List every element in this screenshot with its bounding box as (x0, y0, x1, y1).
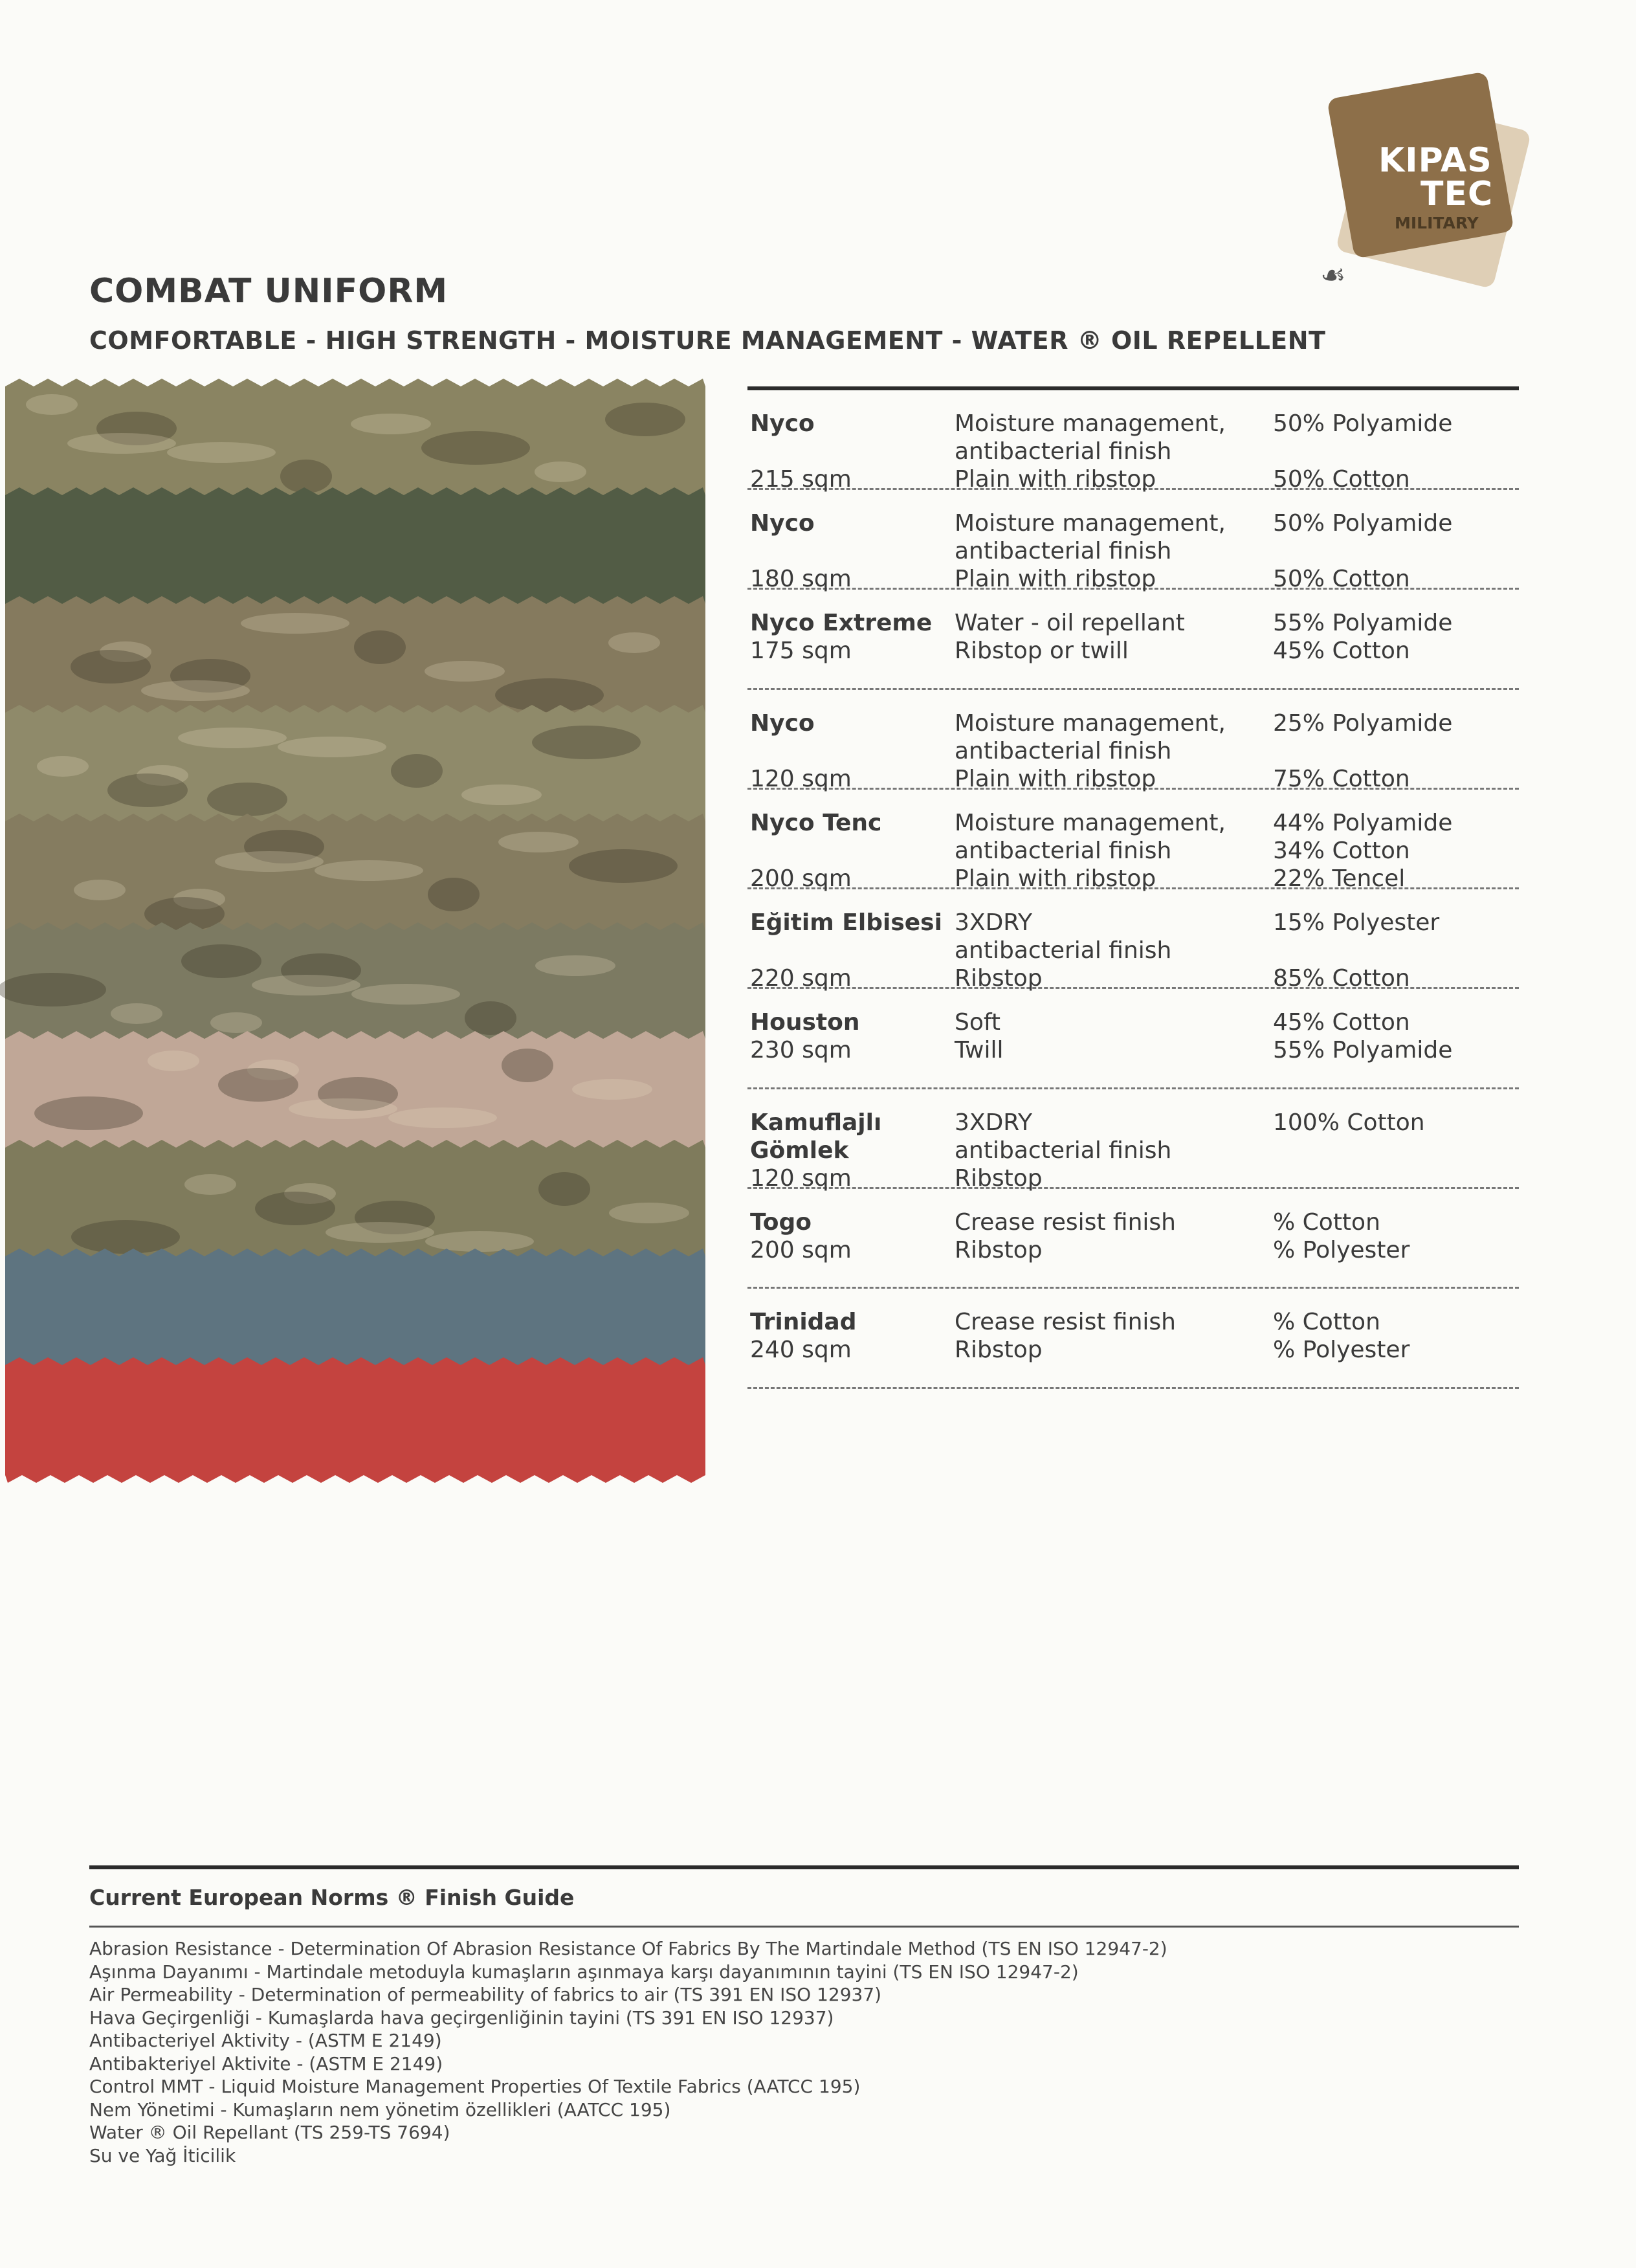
fabric-name: Trinidad (750, 1309, 857, 1335)
page-subtitle: COMFORTABLE - HIGH STRENGTH - MOISTURE MANAGEMENT - WATER ® OIL REPELLENT (89, 326, 1326, 355)
finish-line: Water - oil repellant (955, 610, 1185, 636)
camo-blotch (605, 403, 685, 436)
norm-line: Antibacteriyel Aktivity - (ASTM E 2149) (89, 2030, 442, 2051)
camo-blotch (351, 414, 431, 434)
fabric-weight: 215 sqm (750, 466, 852, 493)
camo-blotch (538, 1172, 590, 1206)
fabric-finish-cell (955, 709, 1265, 793)
fabric-finish-cell (955, 809, 1265, 893)
norm-line: Water ® Oil Repellant (TS 259-TS 7694) (89, 2122, 450, 2143)
fabric-name: Eğitim Elbisesi (750, 909, 942, 936)
fabric-composition-cell (1273, 709, 1519, 793)
finish-line: antibacterial finish (955, 738, 1172, 764)
camo-blotch (428, 878, 480, 911)
composition-line (1273, 537, 1519, 565)
finish-line: Moisture management, (955, 510, 1226, 537)
camo-blotch (215, 851, 324, 872)
finish-line: antibacterial finish (955, 538, 1172, 564)
camo-blotch (289, 1098, 397, 1119)
finish-line: Moisture management, (955, 410, 1226, 437)
logo-text-tec: TEC (1420, 175, 1494, 214)
composition-line: 75% Cotton (1273, 766, 1410, 792)
fabric-weight: 230 sqm (750, 1037, 852, 1063)
camo-blotch (569, 849, 678, 883)
footer-rule (89, 1865, 1519, 1869)
finish-line: Plain with ribstop (955, 466, 1156, 493)
camo-blotch (71, 1220, 180, 1254)
camo-blotch (67, 433, 176, 454)
fabric-weight: 200 sqm (750, 1237, 852, 1263)
camo-blotch (425, 1231, 534, 1252)
fabric-name: Houston (750, 1009, 860, 1036)
finish-line: antibacterial finish (955, 937, 1172, 964)
fabric-row (747, 590, 1519, 690)
finish-line: antibacterial finish (955, 1137, 1172, 1164)
composition-line: 50% Cotton (1273, 466, 1410, 493)
camo-blotch (181, 944, 261, 978)
fabric-weight: 120 sqm (750, 1165, 852, 1192)
fabric-name: Togo (750, 1209, 812, 1236)
fabric-row (747, 790, 1519, 892)
camo-blotch (388, 1107, 497, 1128)
finish-line: Ribstop (955, 1165, 1043, 1192)
fabric-name-cell (750, 410, 951, 493)
fabric-name: Nyco (750, 710, 815, 737)
finish-line: Moisture management, (955, 810, 1226, 836)
camo-blotch (241, 613, 349, 634)
logo-text-military: MILITARY (1395, 214, 1479, 232)
camo-blotch (74, 880, 126, 900)
fabric-finish-cell (955, 1308, 1265, 1364)
finish-line: Crease resist finish (955, 1209, 1176, 1236)
footer-title: Current European Norms ® Finish Guide (89, 1885, 575, 1910)
fabric-weight: 120 sqm (750, 766, 852, 792)
fabric-name-cell (750, 1008, 951, 1064)
composition-line (1273, 438, 1519, 465)
composition-line (1273, 737, 1519, 765)
fabric-weight: 180 sqm (750, 566, 852, 592)
fabric-name: Kamuflajlı Gömlek (750, 1109, 882, 1164)
composition-line (1273, 1137, 1519, 1164)
camo-blotch (498, 832, 579, 852)
fabric-name-cell (750, 1208, 951, 1264)
camo-blotch (252, 975, 360, 995)
finish-line: Ribstop or twill (955, 638, 1129, 664)
camo-blotch (572, 1079, 652, 1100)
camo-blotch (34, 1096, 143, 1130)
fabric-row (747, 390, 1519, 493)
fabric-composition-cell (1273, 609, 1519, 665)
page-title: COMBAT UNIFORM (89, 272, 448, 311)
composition-line: % Polyester (1273, 1237, 1410, 1263)
camo-blotch (184, 1174, 236, 1195)
eagle-mark-icon: ☙ (1320, 259, 1346, 292)
composition-line: 22% Tencel (1273, 865, 1406, 892)
footer-title-rule (89, 1926, 1519, 1928)
composition-line: 45% Cotton (1273, 1009, 1410, 1036)
norms-list (89, 1937, 1167, 2167)
finish-line: Soft (955, 1009, 1001, 1036)
fabric-composition-cell (1273, 1208, 1519, 1264)
fabric-composition-cell (1273, 909, 1519, 992)
brand-logo (1320, 65, 1534, 292)
camo-blotch (278, 737, 386, 757)
fabric-weight: 175 sqm (750, 638, 852, 664)
camo-blotch (609, 1203, 689, 1223)
finish-line: Ribstop (955, 1237, 1043, 1263)
finish-line: Plain with ribstop (955, 865, 1156, 892)
composition-line: 50% Polyamide (1273, 510, 1453, 537)
camo-blotch (111, 1003, 162, 1024)
camo-blotch (354, 630, 406, 664)
fabric-name: Nyco (750, 410, 815, 437)
camo-blotch (26, 394, 78, 415)
norm-line: Air Permeability - Determination of permeability of fabrics to air (TS 391 EN ISO 12937) (89, 1984, 882, 2005)
fabric-weight: 220 sqm (750, 965, 852, 992)
camo-blotch (280, 460, 332, 493)
camo-blotch (502, 1049, 553, 1082)
camo-blotch (391, 754, 443, 788)
camo-blotch (351, 984, 460, 1005)
fabric-composition-cell (1273, 1109, 1519, 1192)
fabric-rows (747, 390, 1519, 1389)
finish-line: 3XDRY (955, 1109, 1032, 1136)
composition-line: 45% Cotton (1273, 638, 1410, 664)
fabric-name-cell (750, 1308, 951, 1364)
camo-blotch (167, 442, 276, 463)
camo-blotch (535, 955, 615, 976)
composition-line: % Cotton (1273, 1309, 1380, 1335)
fabric-row (747, 490, 1519, 590)
fabric-finish-cell (955, 909, 1265, 992)
fabric-finish-cell (955, 1208, 1265, 1264)
composition-line: 85% Cotton (1273, 965, 1410, 992)
fabric-finish-cell (955, 609, 1265, 665)
camo-blotch (141, 680, 250, 701)
composition-line (1273, 937, 1519, 964)
camo-blotch (210, 1012, 262, 1033)
fabric-finish-cell (955, 410, 1265, 493)
composition-line: 25% Polyamide (1273, 710, 1453, 737)
fabric-swatch (5, 1249, 705, 1374)
fabric-swatch (5, 705, 705, 830)
fabric-row (747, 1089, 1519, 1192)
composition-line: 34% Cotton (1273, 838, 1410, 864)
norm-line: Abrasion Resistance - Determination Of Abrasion Resistance Of Fabrics By The Martindale Method (TS EN ISO 12947-2) (89, 1938, 1167, 1959)
composition-line: 55% Polyamide (1273, 1037, 1453, 1063)
camo-blotch (608, 632, 660, 653)
composition-line: 55% Polyamide (1273, 610, 1453, 636)
finish-line: Moisture management, (955, 710, 1226, 737)
fabric-composition-cell (1273, 410, 1519, 493)
camo-blotch (37, 756, 89, 777)
camo-blotch (326, 1222, 434, 1243)
composition-line: 100% Cotton (1273, 1109, 1425, 1136)
norm-line: Nem Yönetimi - Kumaşların nem yönetim özellikleri (AATCC 195) (89, 2098, 671, 2120)
finish-line: 3XDRY (955, 909, 1032, 936)
logo-text-kipas: KIPAS (1378, 141, 1492, 180)
fabric-swatches (0, 379, 715, 1524)
fabric-name-cell (750, 909, 951, 992)
composition-line: 15% Polyester (1273, 909, 1440, 936)
finish-line: Ribstop (955, 965, 1043, 992)
fabric-swatch (5, 1357, 705, 1483)
fabric-composition-cell (1273, 1308, 1519, 1364)
camo-blotch (421, 431, 530, 465)
camo-blotch (207, 783, 287, 816)
finish-line: Twill (955, 1037, 1004, 1063)
camo-blotch (71, 650, 151, 684)
composition-line: % Polyester (1273, 1337, 1410, 1363)
finish-line: Ribstop (955, 1337, 1043, 1363)
composition-line: 50% Polyamide (1273, 410, 1453, 437)
camo-blotch (107, 773, 188, 807)
camo-blotch (0, 973, 106, 1006)
fabric-composition-cell (1273, 509, 1519, 593)
fabric-row (747, 690, 1519, 790)
fabric-name-cell (750, 1109, 951, 1192)
fabric-row (747, 989, 1519, 1089)
fabric-row (747, 1189, 1519, 1289)
fabric-swatch (5, 487, 705, 613)
fabric-row (747, 1289, 1519, 1389)
fabric-row (747, 889, 1519, 992)
camo-blotch (425, 661, 505, 682)
norm-line: Su ve Yağ İticilik (89, 2144, 236, 2166)
finish-line: Plain with ribstop (955, 766, 1156, 792)
norm-line: Aşınma Dayanımı - Martindale metoduyla kumaşların aşınmaya karşı dayanımının tayini (TS EN ISO 12947-2) (89, 1961, 1079, 1983)
camo-blotch (465, 1001, 516, 1035)
composition-line: 50% Cotton (1273, 566, 1410, 592)
fabric-name-cell (750, 709, 951, 793)
fabric-name-cell (750, 509, 951, 593)
fabric-name: Nyco Tenc (750, 810, 882, 836)
fabric-composition-cell (1273, 809, 1519, 893)
fabric-name-cell (750, 609, 951, 665)
camo-blotch (148, 1051, 199, 1071)
norm-line: Hava Geçirgenliği - Kumaşlarda hava geçirgenliğinin tayini (TS 391 EN ISO 12937) (89, 2007, 834, 2029)
finish-line: antibacterial finish (955, 438, 1172, 465)
finish-line: Crease resist finish (955, 1309, 1176, 1335)
finish-line: Plain with ribstop (955, 566, 1156, 592)
fabric-weight: 240 sqm (750, 1337, 852, 1363)
camo-blotch (532, 726, 641, 759)
camo-blotch (461, 784, 542, 805)
composition-line: % Cotton (1273, 1209, 1380, 1236)
fabric-name: Nyco (750, 510, 815, 537)
norm-line: Antibakteriyel Aktivite - (ASTM E 2149) (89, 2052, 443, 2074)
fabric-table (747, 386, 1519, 1389)
camo-blotch (535, 461, 586, 482)
camo-blotch (178, 728, 287, 748)
composition-line: 44% Polyamide (1273, 810, 1453, 836)
norm-line: Control MMT - Liquid Moisture Management Properties Of Textile Fabrics (AATCC 195) (89, 2076, 861, 2097)
camo-blotch (255, 1192, 335, 1225)
fabric-composition-cell (1273, 1008, 1519, 1064)
camo-blotch (218, 1068, 298, 1102)
fabric-name: Nyco Extreme (750, 610, 933, 636)
camo-blotch (315, 860, 423, 881)
fabric-name-cell (750, 809, 951, 893)
finish-line: antibacterial finish (955, 838, 1172, 864)
fabric-weight: 200 sqm (750, 865, 852, 892)
composition-line (1273, 1164, 1519, 1192)
fabric-finish-cell (955, 509, 1265, 593)
fabric-finish-cell (955, 1008, 1265, 1064)
fabric-finish-cell (955, 1109, 1265, 1192)
